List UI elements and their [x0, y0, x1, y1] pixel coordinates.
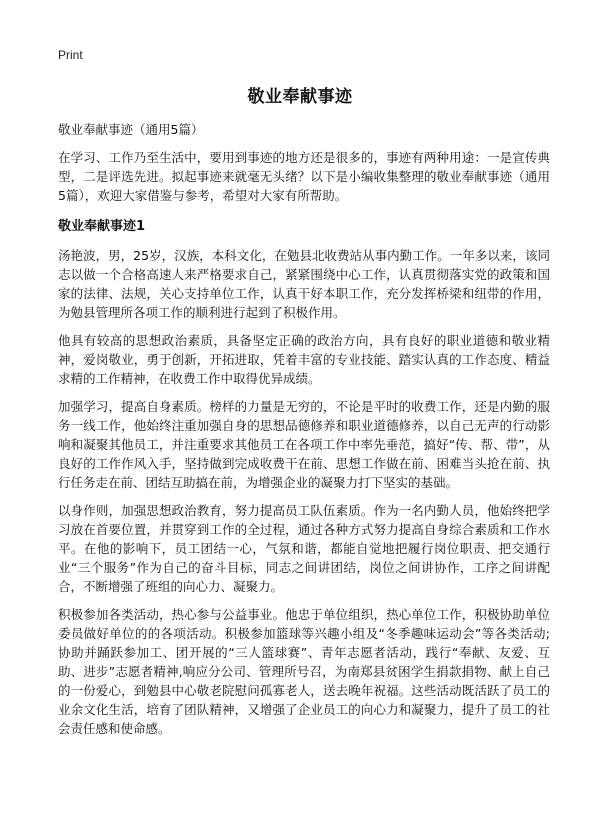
body-paragraph-1: 汤艳波，男，25岁，汉族，本科文化，在勉县北收费站从事内勤工作。一年多以来，该同志以做一个合格高速人来严格要求自己，紧紧围绕中心工作，认真贯彻落实党的政策和国家的法律、法规，关心支持单位工作，认真干好本职工作，充分发挥桥梁和纽带的作用，为勉县管理所各项工作的顺利进行起到了积极作用。	[58, 248, 550, 320]
body-paragraph-4: 以身作则，加强思想政治教育，努力提高员工队伍素质。作为一名内勤人员，他始终把学习放在首要位置，并贯穿到工作的全过程，通过各种方式努力提高自身综合素质和工作水平。在他的影响下，员工团结一心，气氛和谐，都能自觉地把履行岗位职责、把交通行业“三个服务”作为自己的奋斗目标，同志之间讲团结，岗位之间讲协作，工序之间讲配合，不断增强了班组的向心力、凝聚力。	[58, 503, 550, 594]
body-paragraph-5: 积极参加各类活动，热心参与公益事业。他忠于单位组织，热心单位工作，积极协助单位委员做好单位的的各项活动。积极参加篮球等兴趣小组及“冬季趣味运动会”等各类活动;协助并踊跃参加工、团开展的“三人篮球赛”、青年志愿者活动，践行“奉献、友爱、互助、进步”志愿者精神,响应分公司、管理所号召，为南郑县贫困学生捐款捐物、献上自己的一份爱心，到勉县中心敬老院慰问孤寡老人，送去晚年祝福。这些活动既活跃了员工的业余文化生活，培育了团队精神，又增强了企业员工的向心力和凝聚力，提升了员工的社会责任感和使命感。	[58, 607, 550, 736]
section-heading: 敬业奉献事迹1	[58, 219, 146, 234]
document-subtitle: 敬业奉献事迹（通用5篇）	[58, 122, 204, 137]
document-body	[58, 120, 550, 747]
body-paragraph-3: 加强学习，提高自身素质。榜样的力量是无穷的，不论是平时的收费工作，还是内勤的服务一线工作，他始终注重加强自身的思想品德修养和职业道德修养，以自己无声的行动影响和凝聚其他员工，并注重要求其他员工在各项工作中率先垂范，搞好“传、帮、带”，从良好的工作作风入手，坚持做到完成收费干在前、思想工作做在前、困难当头抢在前、执行任务走在前、团结互助搞在前，为增强企业的凝聚力打下坚实的基础。	[58, 399, 550, 490]
body-paragraph-2: 他具有较高的思想政治素质，具备坚定正确的政治方向，具有良好的职业道德和敬业精神，爱岗敬业，勇于创新，开拓进取，凭着丰富的专业技能、踏实认真的工作态度、精益求精的工作精神，在收费工作中取得优异成绩。	[58, 333, 550, 386]
page-title: 敬业奉献事迹	[247, 87, 353, 107]
print-link[interactable]: Print	[58, 48, 83, 62]
intro-paragraph: 在学习、工作乃至生活中，要用到事迹的地方还是很多的，事迹有两种用途：一是宣传典型，二是评选先进。拟起事迹来就毫无头绪？以下是小编收集整理的敬业奉献事迹（通用5篇），欢迎大家借鉴与参考，希望对大家有所帮助。	[58, 150, 550, 203]
